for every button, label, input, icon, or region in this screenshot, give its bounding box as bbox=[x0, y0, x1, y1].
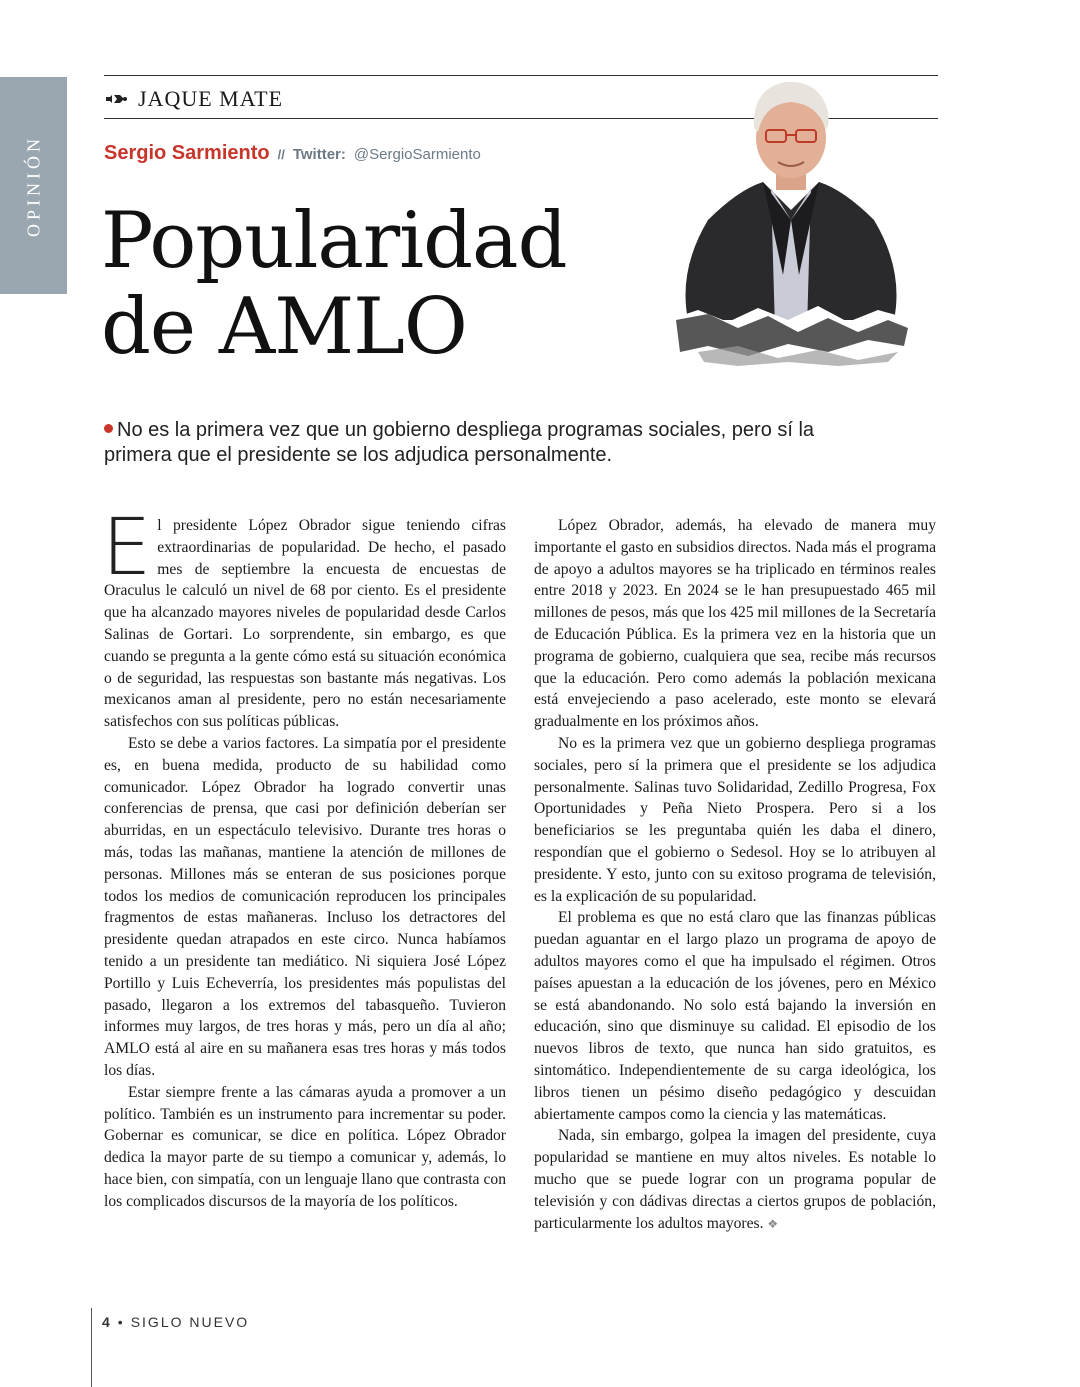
article-paragraph: López Obrador, además, ha elevado de manera muy importante el gasto en subsidios directos. Nada más el programa de apoyo a adultos mayores se ha triplicado en términos reales entre 2018 y 2023. En 2024 se le han presupuestado 465 mil millones de pesos, más que los 425 mil millones de la Secretaría de Educación Pública. Es la primera vez en la historia que un programa de gobierno, cualquiera que sea, recibe más recursos que la educación. Pero como además la población mexicana está envejeciendo a paso acelerado, este monto se elevará gradualmente en los próximos años. bbox=[534, 517, 936, 731]
paragraph-text: l presidente López Obrador sigue teniendo cifras extraordinarias de popularidad. De hecho, el pasado mes de septiembre la encuesta de encuestas de Oraculus le calculó un nivel de 68 por ciento. Es el presidente que ha alcanzado mayores niveles de popularidad desde Carlos Salinas de Gortari. Lo sorprendente, sin embargo, es que cuando se pregunta a la gente cómo está su situación económica o de seguridad, las respuestas son bastante más negativas. Los mexicanos aman al presidente, pero no están necesariamente satisfechos con sus políticas públicas. bbox=[104, 517, 506, 731]
author-name: Sergio Sarmiento bbox=[104, 142, 270, 164]
article-deck bbox=[104, 418, 824, 468]
article-paragraph: El problema es que no está claro que las finanzas públicas puedan aguantar en el largo plazo un programa de apoyo de adultos mayores como el que ha impulsado el régimen. Otros países apuestan a la educación de los jóvenes, pero en México se está abandonando. No solo está bajando la inversión en educación, sino que disminuye su calidad. El episodio de los nuevos libros de texto, que nunca han sido gratuitos, es sintomático. Independientemente de su carga ideológica, los libros tienen un pésimo diseño pedagógico y descuidan abiertamente campos como la ciencia y las matemáticas. bbox=[534, 909, 936, 1123]
headline-line-2: de AMLO bbox=[101, 282, 467, 372]
deck-text: No es la primera vez que un gobierno despliega programas sociales, pero sí la primera que el presidente se los adjudica personalmente. bbox=[104, 419, 815, 466]
footer-separator: • bbox=[117, 1314, 125, 1330]
twitter-label: Twitter: bbox=[292, 146, 346, 163]
article-paragraph bbox=[102, 503, 506, 733]
article-headline bbox=[101, 198, 661, 370]
byline bbox=[104, 142, 481, 165]
publication-name: SIGLO NUEVO bbox=[130, 1314, 250, 1330]
byline-separator: // bbox=[277, 147, 285, 162]
page-footer bbox=[102, 1314, 249, 1330]
paragraph-text: Nada, sin embargo, golpea la imagen del presidente, cuya popularidad se mantiene en muy altos niveles. Es notable lo mucho que se puede lograr con un programa popular de televisión y con dádivas directas a ciertos grupos de población, particularmente los adultos mayores. bbox=[534, 1127, 936, 1232]
side-tab-label: OPINIÓN bbox=[23, 134, 43, 237]
headline-line-1: Popularidad bbox=[101, 196, 567, 286]
footer-rule bbox=[91, 1308, 92, 1387]
end-mark-icon: ❖ bbox=[767, 1216, 779, 1231]
deck-bullet-icon bbox=[104, 424, 113, 433]
author-portrait bbox=[668, 70, 914, 370]
article-paragraph: No es la primera vez que un gobierno despliega programas sociales, pero sí la primera que el presidente se los adjudica personalmente. Salinas tuvo Solidaridad, Zedillo Progresa, Fox Oportunidades y Peña Nieto Prospera. Pero si a los beneficiarios se les preguntaba quién les daba el dinero, respondían que el gobierno o Sedesol. Hoy se lo atribuyen al presidente. Y esto, junto con su exitoso programa de televisión, es la explicación de su popularidad. bbox=[534, 734, 936, 905]
drop-cap: E bbox=[102, 503, 152, 593]
twitter-handle[interactable]: @SergioSarmiento bbox=[353, 146, 481, 163]
article-paragraph: Estar siempre frente a las cámaras ayuda a promover a un político. También es un instrumento para incrementar su poder. Gobernar es comunicar, se dice en política. López Obrador dedica la mayor parte de su tiempo a comunicar y, además, lo hace bien, con simpatía, con un lenguaje llano que contrasta con los complicados discursos de la mayoría de los políticos. bbox=[104, 1083, 506, 1210]
article-paragraph: Esto se debe a varios factores. La simpatía por el presidente es, en buena medida, producto de su habilidad como comunicador. López Obrador ha logrado convertir unas conferencias de prensa, que casi por definición deberían ser aburridas, en un espectáculo televisivo. Durante tres horas o más, todas las mañanas, mantiene la atención de millones de personas. Millones más se enteran de sus posiciones porque todos los medios de comunicación reproducen los principales fragmentos de estas mañaneras. Incluso los detractores del presidente quedan atrapados en este circo. Nunca habíamos tenido a un presidente tan mediático. Ni siquiera José López Portillo y Luis Echeverría, los presidentes más populistas del pasado, llegaron a los extremos del tabasqueño. Tuvieron informes muy largos, de tres horas y más, pero un día al año; AMLO está al aire en su mañanera esas tres horas y más todos los días. bbox=[104, 734, 506, 1079]
article-column-left bbox=[102, 503, 506, 1213]
article-paragraph bbox=[534, 1125, 936, 1235]
chess-knight-arrow-icon bbox=[104, 92, 128, 106]
column-name: JAQUE MATE bbox=[138, 86, 284, 111]
article-column-right bbox=[534, 515, 936, 1235]
section-header bbox=[104, 84, 283, 114]
section-side-tab bbox=[0, 77, 67, 294]
page-number: 4 bbox=[102, 1314, 112, 1330]
